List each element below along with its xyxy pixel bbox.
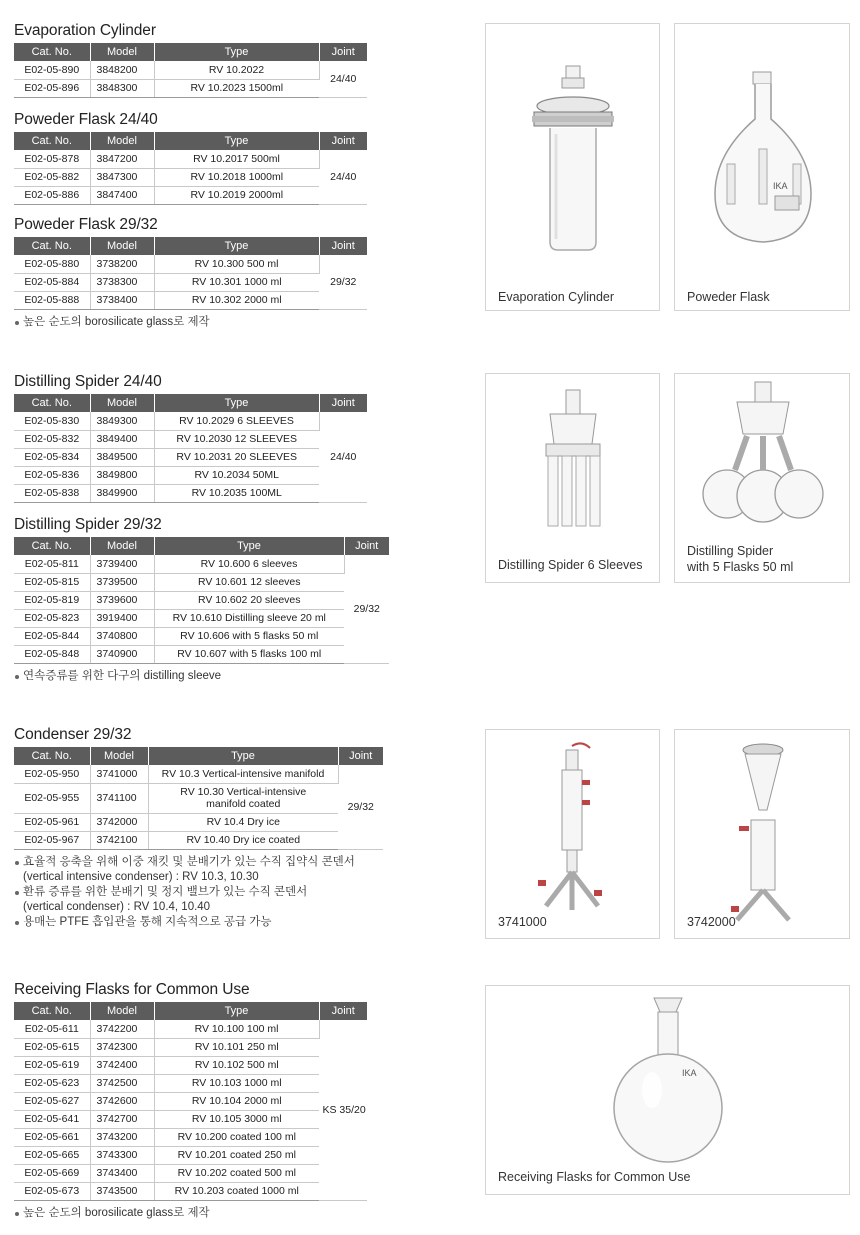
type-cell: RV 10.301 1000 ml [154,273,319,291]
section-title: Receiving Flasks for Common Use [14,981,250,998]
card-caption: 3742000 [687,915,736,929]
table-row [14,1110,367,1128]
cat-no-cell: E02-05-615 [14,1038,90,1056]
type-cell: RV 10.101 250 ml [154,1038,319,1056]
type-cell: RV 10.302 2000 ml [154,291,319,309]
column-header: Joint [319,132,367,150]
table-row [14,412,367,430]
column-header: Model [90,132,154,150]
table-row [14,831,383,849]
column-header: Model [90,1002,154,1020]
model-cell: 3849300 [90,412,154,430]
model-cell: 3738400 [90,291,154,309]
type-cell: RV 10.2017 500ml [154,150,319,168]
type-cell: RV 10.104 2000 ml [154,1092,319,1110]
card-condenser-3741000 [485,729,660,939]
table-row [14,1164,367,1182]
model-cell: 3849800 [90,466,154,484]
model-cell: 3849500 [90,448,154,466]
column-header: Joint [319,1002,367,1020]
model-cell: 3740900 [90,645,154,663]
joint-cell: 29/32 [344,555,389,663]
type-cell: RV 10.2023 1500ml [154,79,319,97]
model-cell: 3739500 [90,573,154,591]
section-poweder-flask-2440 [14,111,367,205]
cat-no-cell: E02-05-896 [14,79,90,97]
column-header: Cat. No. [14,237,90,255]
card-poweder-flask [674,23,850,311]
spec-table [14,43,367,98]
cat-no-cell: E02-05-880 [14,255,90,273]
type-cell: RV 10.200 coated 100 ml [154,1128,319,1146]
card-distilling-spider-5 [674,373,850,583]
column-header: Model [90,394,154,412]
section-notes [14,315,367,330]
column-header: Model [90,747,148,765]
cat-no-cell: E02-05-950 [14,765,90,783]
type-cell: RV 10.103 1000 ml [154,1074,319,1092]
section-receiving-flasks [14,981,367,1221]
table-row [14,79,367,97]
type-cell: RV 10.610 Distilling sleeve 20 ml [154,609,344,627]
note-item: 연속증류를 위한 다구의 distilling sleeve [14,669,389,684]
column-header: Cat. No. [14,537,90,555]
table-row [14,1092,367,1110]
joint-cell: 24/40 [319,150,367,204]
model-cell: 3741000 [90,765,148,783]
spec-table [14,747,383,850]
type-cell: RV 10.602 20 sleeves [154,591,344,609]
section-title: Distilling Spider 24/40 [14,373,162,390]
card-caption-line1: Distilling Spider [687,544,774,558]
table-row [14,1038,367,1056]
cat-no-cell: E02-05-844 [14,627,90,645]
table-row [14,1074,367,1092]
cat-no-cell: E02-05-961 [14,813,90,831]
table-row [14,765,383,783]
cat-no-cell: E02-05-641 [14,1110,90,1128]
section-poweder-flask-2932 [14,216,367,330]
cat-no-cell: E02-05-878 [14,150,90,168]
spec-table [14,237,367,310]
cat-no-cell: E02-05-838 [14,484,90,502]
column-header: Cat. No. [14,1002,90,1020]
column-header: Cat. No. [14,43,90,61]
spec-table [14,132,367,205]
type-cell: RV 10.2035 100ML [154,484,319,502]
cat-no-cell: E02-05-815 [14,573,90,591]
joint-cell: 29/32 [319,255,367,309]
cat-no-cell: E02-05-823 [14,609,90,627]
model-cell: 3742400 [90,1056,154,1074]
cat-no-cell: E02-05-886 [14,186,90,204]
type-cell: RV 10.40 Dry ice coated [148,831,338,849]
cat-no-cell: E02-05-967 [14,831,90,849]
note-item: 높은 순도의 borosilicate glass로 제작 [14,315,367,330]
section-distilling-spider-2932 [14,516,389,684]
type-cell: RV 10.2018 1000ml [154,168,319,186]
table-row [14,1182,367,1200]
model-cell: 3742600 [90,1092,154,1110]
cat-no-cell: E02-05-627 [14,1092,90,1110]
table-row [14,255,367,273]
card-evaporation-cylinder [485,23,660,311]
model-cell: 3743400 [90,1164,154,1182]
section-notes [14,669,389,684]
card-caption: Receiving Flasks for Common Use [498,1170,691,1184]
section-title: Evaporation Cylinder [14,22,156,39]
model-cell: 3742300 [90,1038,154,1056]
cat-no-cell: E02-05-665 [14,1146,90,1164]
cat-no-cell: E02-05-673 [14,1182,90,1200]
type-cell: RV 10.601 12 sleeves [154,573,344,591]
model-cell: 3743500 [90,1182,154,1200]
table-row [14,186,367,204]
model-cell: 3847400 [90,186,154,204]
type-cell: RV 10.203 coated 1000 ml [154,1182,319,1200]
cat-no-cell: E02-05-819 [14,591,90,609]
column-header: Type [154,1002,319,1020]
card-distilling-spider-6 [485,373,660,583]
poweder-flask-image [675,24,851,312]
note-item: (vertical intensive condenser) : RV 10.3, 10.30 [23,870,259,883]
card-caption: Poweder Flask [687,290,770,304]
column-header: Model [90,43,154,61]
ika-logo-text: IKA [773,181,788,191]
table-row [14,1128,367,1146]
column-header: Joint [319,394,367,412]
type-cell: RV 10.2031 20 SLEEVES [154,448,319,466]
model-cell: 3849400 [90,430,154,448]
section-notes [14,1206,367,1221]
column-header: Model [90,237,154,255]
table-row [14,783,383,813]
section-title: Poweder Flask 24/40 [14,111,158,128]
type-cell: RV 10.105 3000 ml [154,1110,319,1128]
model-cell: 3742200 [90,1020,154,1038]
type-cell: RV 10.4 Dry ice [148,813,338,831]
type-cell: RV 10.100 100 ml [154,1020,319,1038]
model-cell: 3742500 [90,1074,154,1092]
table-row [14,1020,367,1038]
card-caption: 3741000 [498,915,547,929]
cat-no-cell: E02-05-834 [14,448,90,466]
table-row [14,150,367,168]
type-cell: RV 10.102 500 ml [154,1056,319,1074]
model-cell: 3738200 [90,255,154,273]
evaporation-cylinder-image [486,24,661,312]
model-cell: 3742700 [90,1110,154,1128]
table-row [14,627,389,645]
model-cell: 3740800 [90,627,154,645]
type-cell: RV 10.202 coated 500 ml [154,1164,319,1182]
cat-no-cell: E02-05-955 [14,783,90,813]
table-row [14,813,383,831]
table-row [14,466,367,484]
cat-no-cell: E02-05-884 [14,273,90,291]
type-cell: RV 10.2022 [154,61,319,79]
cat-no-cell: E02-05-882 [14,168,90,186]
cat-no-cell: E02-05-890 [14,61,90,79]
model-cell: 3739600 [90,591,154,609]
section-title: Poweder Flask 29/32 [14,216,158,233]
column-header: Type [154,537,344,555]
table-row [14,591,389,609]
cat-no-cell: E02-05-836 [14,466,90,484]
spec-table [14,537,389,664]
column-header: Model [90,537,154,555]
type-cell: RV 10.606 with 5 flasks 50 ml [154,627,344,645]
model-cell: 3742000 [90,813,148,831]
spec-table [14,1002,367,1201]
model-cell: 3738300 [90,273,154,291]
section-title: Distilling Spider 29/32 [14,516,162,533]
condenser-3742000-image [675,730,851,940]
table-row [14,430,367,448]
model-cell: 3741100 [90,783,148,813]
card-receiving-flask [485,985,850,1195]
type-cell: RV 10.3 Vertical-intensive manifold [148,765,338,783]
column-header: Joint [338,747,383,765]
section-condenser-2932 [14,726,383,930]
note-item: (vertical condenser) : RV 10.4, 10.40 [23,900,211,913]
table-row [14,448,367,466]
model-cell: 3849900 [90,484,154,502]
type-cell: RV 10.600 6 sleeves [154,555,344,573]
cat-no-cell: E02-05-661 [14,1128,90,1146]
model-cell: 3848200 [90,61,154,79]
model-cell: 3743200 [90,1128,154,1146]
column-header: Cat. No. [14,394,90,412]
section-notes [14,855,383,930]
joint-cell: 29/32 [338,765,383,849]
joint-cell: KS 35/20 [319,1020,367,1200]
model-cell: 3743300 [90,1146,154,1164]
table-row [14,168,367,186]
model-cell: 3739400 [90,555,154,573]
table-row [14,291,367,309]
column-header: Type [154,237,319,255]
column-header: Type [154,132,319,150]
cat-no-cell: E02-05-832 [14,430,90,448]
column-header: Joint [319,43,367,61]
model-cell: 3919400 [90,609,154,627]
note-item: 높은 순도의 borosilicate glass로 제작 [14,1206,367,1221]
section-distilling-spider-2440 [14,373,367,503]
column-header: Type [154,394,319,412]
cat-no-cell: E02-05-888 [14,291,90,309]
type-cell: RV 10.2030 12 SLEEVES [154,430,319,448]
section-title: Condenser 29/32 [14,726,132,743]
model-cell: 3847200 [90,150,154,168]
table-row [14,555,389,573]
cat-no-cell: E02-05-611 [14,1020,90,1038]
cat-no-cell: E02-05-830 [14,412,90,430]
distilling-spider-6-image [486,374,661,584]
spec-table [14,394,367,503]
type-cell: RV 10.30 Vertical-intensive manifold coated [148,783,338,813]
cat-no-cell: E02-05-623 [14,1074,90,1092]
type-cell: RV 10.2034 50ML [154,466,319,484]
cat-no-cell: E02-05-619 [14,1056,90,1074]
receiving-flask-image [486,986,851,1196]
note-item: 환류 증류를 위한 분배기 및 정지 밸브가 있는 수직 콘덴서 [14,885,383,900]
type-cell: RV 10.607 with 5 flasks 100 ml [154,645,344,663]
cat-no-cell: E02-05-848 [14,645,90,663]
column-header: Type [148,747,338,765]
card-caption: Distilling Spider 6 Sleeves [498,558,643,572]
table-row [14,573,389,591]
table-row [14,484,367,502]
section-evaporation-cylinder [14,22,367,98]
ika-logo-text: IKA [682,1068,697,1078]
table-row [14,1056,367,1074]
cat-no-cell: E02-05-811 [14,555,90,573]
table-row [14,645,389,663]
card-caption-line2: with 5 Flasks 50 ml [687,560,794,574]
column-header: Cat. No. [14,132,90,150]
condenser-3741000-image [486,730,661,940]
cat-no-cell: E02-05-669 [14,1164,90,1182]
card-caption: Evaporation Cylinder [498,290,615,304]
model-cell: 3848300 [90,79,154,97]
model-cell: 3742100 [90,831,148,849]
table-row [14,609,389,627]
model-cell: 3847300 [90,168,154,186]
column-header: Cat. No. [14,747,90,765]
column-header: Type [154,43,319,61]
table-row [14,61,367,79]
type-cell: RV 10.201 coated 250 ml [154,1146,319,1164]
joint-cell: 24/40 [319,412,367,502]
column-header: Joint [319,237,367,255]
note-item: 용매는 PTFE 흡입관을 통해 지속적으로 공급 가능 [14,915,383,930]
joint-cell: 24/40 [319,61,367,97]
type-cell: RV 10.2029 6 SLEEVES [154,412,319,430]
note-item: 효율적 응축을 위해 이중 재킷 및 분배기가 있는 수직 집약식 콘덴서 [14,855,383,870]
card-condenser-3742000 [674,729,850,939]
column-header: Joint [344,537,389,555]
type-cell: RV 10.300 500 ml [154,255,319,273]
type-cell: RV 10.2019 2000ml [154,186,319,204]
table-row [14,1146,367,1164]
table-row [14,273,367,291]
